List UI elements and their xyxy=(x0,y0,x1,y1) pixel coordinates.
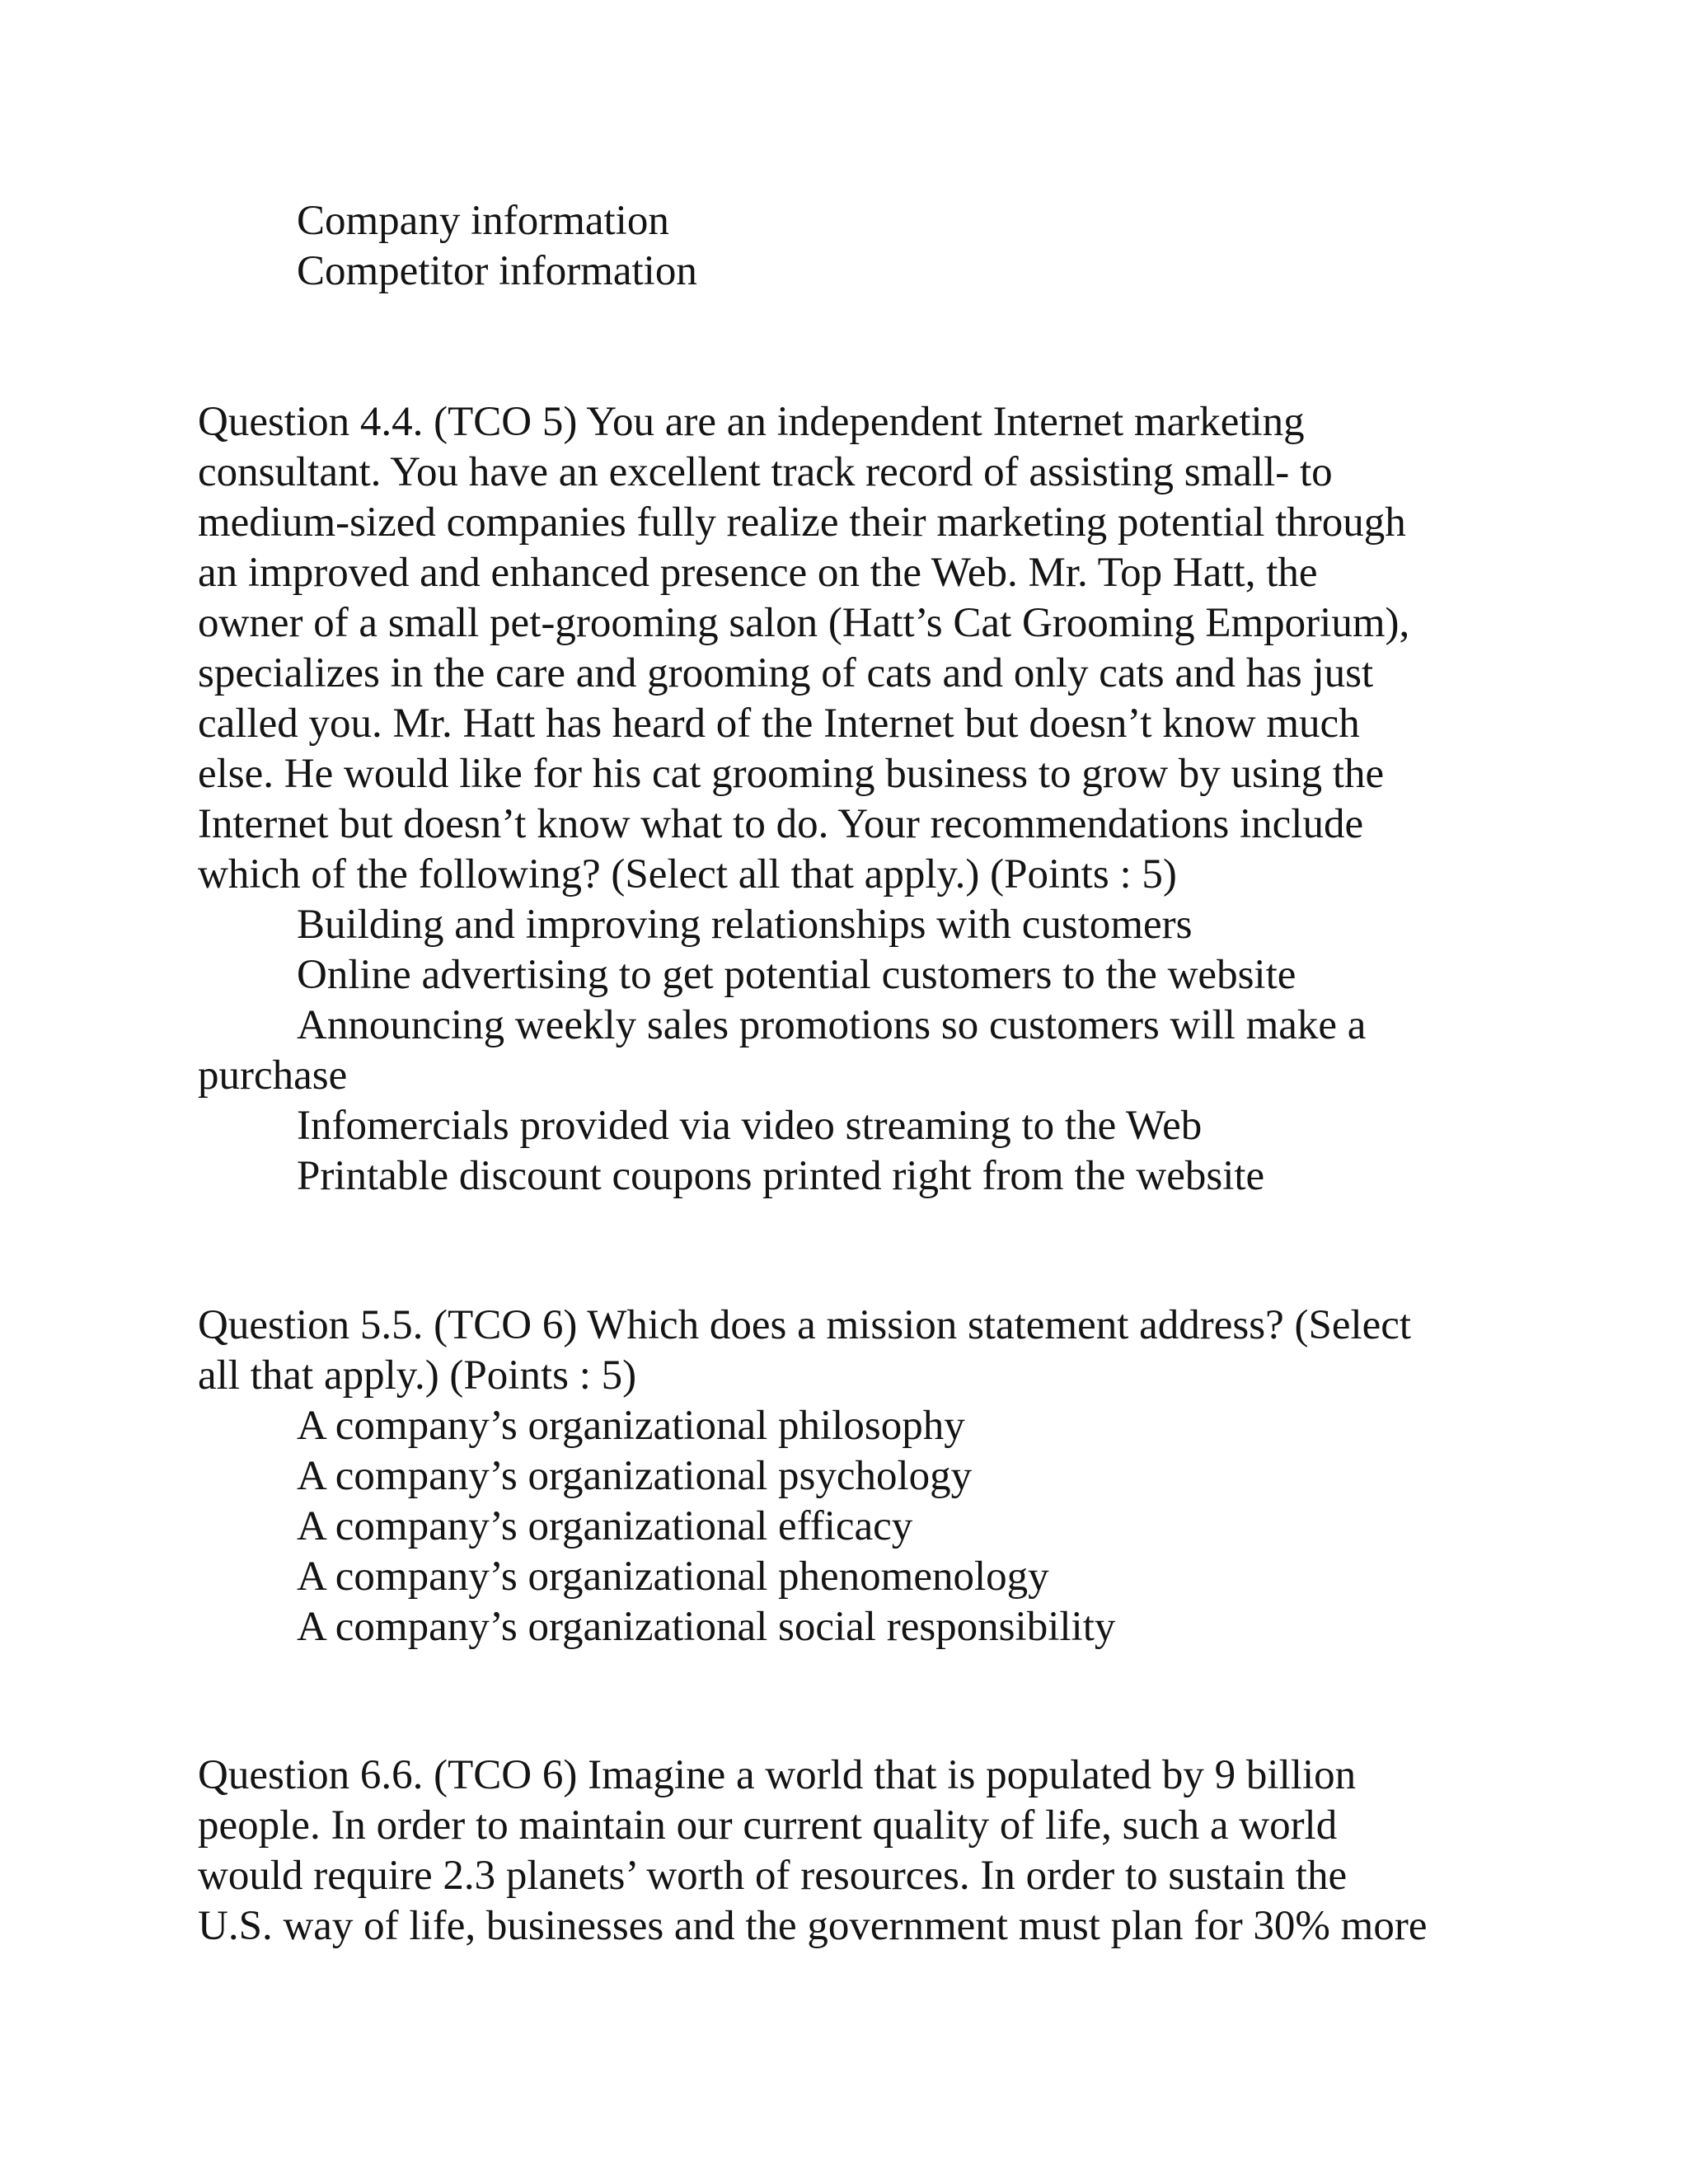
question-4-line: which of the following? (Select all that apply.) (Points : 5) xyxy=(198,851,1177,898)
question-6-line: would require 2.3 planets’ worth of resources. In order to sustain the xyxy=(198,1853,1348,1899)
question-6-line: U.S. way of life, businesses and the government must plan for 30% more xyxy=(198,1903,1428,1949)
question-5-option: A company’s organizational social responsibility xyxy=(297,1604,1116,1650)
question-4-option: Announcing weekly sales promotions so customers will make a xyxy=(297,1002,1367,1048)
question-5-option: A company’s organizational philosophy xyxy=(297,1403,965,1449)
question-6-line: Question 6.6. (TCO 6) Imagine a world that is populated by 9 billion xyxy=(198,1752,1357,1798)
question-5-option: A company’s organizational phenomenology xyxy=(297,1554,1049,1600)
question-4-line: Internet but doesn’t know what to do. Your recommendations include xyxy=(198,801,1364,847)
question-4-option: Building and improving relationships with customers xyxy=(297,902,1193,948)
question-4-line: else. He would like for his cat grooming business to grow by using the xyxy=(198,751,1385,797)
question-4-option: Printable discount coupons printed right from the website xyxy=(297,1153,1265,1199)
question-5-line: Question 5.5. (TCO 6) Which does a mission statement address? (Select xyxy=(198,1302,1412,1348)
question-5-option: A company’s organizational psychology xyxy=(297,1453,973,1499)
question-5-option: A company’s organizational efficacy xyxy=(297,1503,913,1549)
option-company-information: Company information xyxy=(297,198,669,244)
question-4-line: Question 4.4. (TCO 5) You are an independent Internet marketing xyxy=(198,399,1305,445)
question-4-option-wrap: purchase xyxy=(198,1052,348,1099)
option-competitor-information: Competitor information xyxy=(297,248,697,294)
question-4-option: Infomercials provided via video streaming to the Web xyxy=(297,1103,1203,1149)
question-4-line: consultant. You have an excellent track record of assisting small- to xyxy=(198,449,1333,495)
question-4-line: called you. Mr. Hatt has heard of the Internet but doesn’t know much xyxy=(198,701,1360,747)
question-4-line: owner of a small pet-grooming salon (Hatt’s Cat Grooming Emporium), xyxy=(198,600,1410,646)
question-4-option: Online advertising to get potential customers to the website xyxy=(297,952,1296,998)
question-4-line: an improved and enhanced presence on the Web. Mr. Top Hatt, the xyxy=(198,550,1318,596)
question-5-line: all that apply.) (Points : 5) xyxy=(198,1352,637,1399)
question-6-line: people. In order to maintain our current quality of life, such a world xyxy=(198,1802,1338,1849)
question-4-line: medium-sized companies fully realize their marketing potential through xyxy=(198,499,1406,546)
question-4-line: specializes in the care and grooming of cats and only cats and has just xyxy=(198,650,1374,696)
